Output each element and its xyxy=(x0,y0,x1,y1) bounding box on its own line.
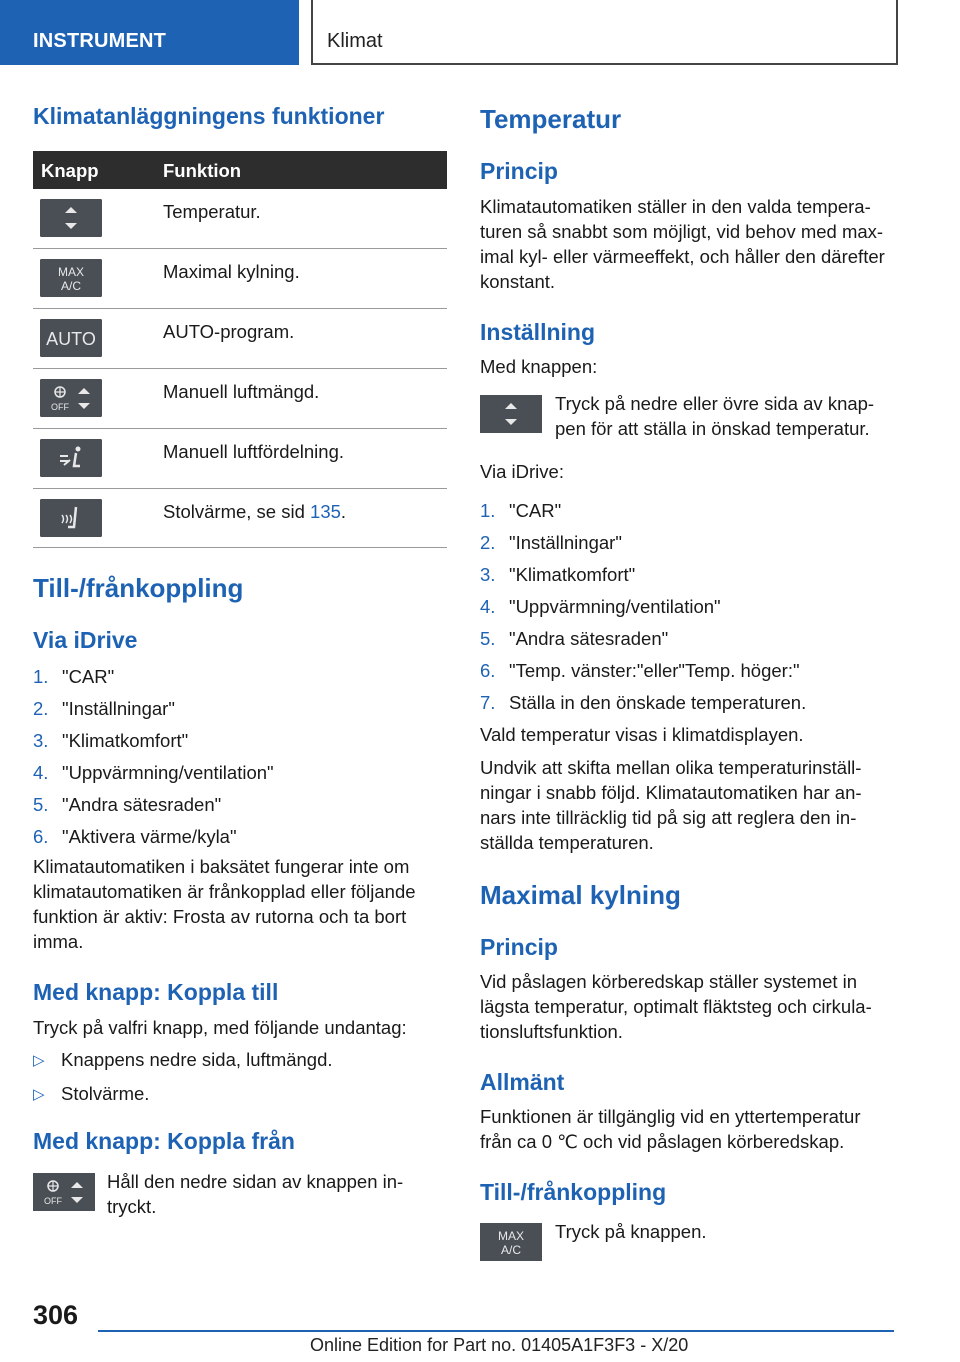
table-row xyxy=(33,489,447,548)
bullet-text: Stolvärme. xyxy=(61,1083,150,1104)
step-text: Ställa in den önskade temperaturen. xyxy=(509,692,807,713)
table-row xyxy=(33,309,447,369)
page-number: 306 xyxy=(33,1300,79,1330)
header-section-tab xyxy=(0,0,299,65)
princip-text: Klimatautomatiken ställer in den valda tempera- turen så snabbt som möjligt, vid behov med max- imal kyl- eller värmeeffekt, och håller den därefter konstant. xyxy=(480,196,885,292)
edition-text: Online Edition for Part no. 01405A1F3F3 - X/20 xyxy=(310,1335,689,1355)
bullet-text: Knappens nedre sida, luftmängd. xyxy=(61,1049,333,1070)
air-distribution-button-icon xyxy=(40,439,102,477)
princip2-title: Princip xyxy=(480,934,558,960)
list-item xyxy=(33,728,447,760)
header-chapter-box xyxy=(311,0,898,65)
general-title: Allmänt xyxy=(480,1069,565,1095)
list-item xyxy=(33,1081,447,1115)
princip2-text: Vid påslagen körberedskap ställer systemet in lägsta temperatur, optimalt fläktsteg och cirkula- tionsluftsfunktion. xyxy=(480,971,872,1042)
temperature-arrows-button-icon xyxy=(40,199,102,237)
list-item xyxy=(480,562,895,594)
step-text: "Inställningar" xyxy=(62,698,175,719)
step-text: "Klimatkomfort" xyxy=(62,730,189,751)
table-cell-function: Stolvärme, se sid 135. xyxy=(163,501,347,522)
list-item xyxy=(33,1047,447,1081)
max-ac-button-icon xyxy=(480,1223,542,1266)
step-number: 3. xyxy=(33,730,49,751)
fan-off-button-icon xyxy=(40,379,102,417)
step-number: 6. xyxy=(33,826,49,847)
with-button-text: Med knappen: xyxy=(480,356,598,377)
max-cooling-title: Maximal kylning xyxy=(480,880,681,910)
svg-text:OFF: OFF xyxy=(51,402,69,412)
step-text: "Uppvärmning/ventilation" xyxy=(509,596,721,617)
onoff2-title: Till-/frånkoppling xyxy=(480,1179,667,1205)
seat-heating-button-icon xyxy=(40,499,102,537)
functions-title: Klimatanläggningens funktioner xyxy=(33,103,385,129)
on-button-text: Tryck på valfri knapp, med följande undantag: xyxy=(33,1017,407,1038)
temperature-arrows-button-icon xyxy=(480,395,542,438)
princip-title: Princip xyxy=(480,158,558,184)
table-cell-function: AUTO-program. xyxy=(163,321,295,342)
via-idrive-title: Via iDrive xyxy=(33,627,138,653)
list-item xyxy=(480,498,895,530)
svg-text:OFF: OFF xyxy=(44,1196,62,1206)
step-number: 1. xyxy=(480,500,496,521)
temperature-title: Temperatur xyxy=(480,104,622,134)
step-number: 4. xyxy=(33,762,49,783)
page-link[interactable]: 135 xyxy=(310,501,341,522)
list-item xyxy=(480,658,895,690)
list-item xyxy=(480,626,895,658)
max-ac-button-icon xyxy=(40,259,102,297)
functions-table xyxy=(33,151,447,548)
table-header-function: Funktion xyxy=(163,160,242,181)
shown-text: Vald temperatur visas i klimatdisplayen. xyxy=(480,724,804,745)
list-item xyxy=(480,594,895,626)
exceptions-list xyxy=(33,1047,447,1115)
list-item xyxy=(33,792,447,824)
off-button-text: Håll den nedre sidan av knappen in- tryckt. xyxy=(107,1171,404,1217)
step-text: "CAR" xyxy=(509,500,562,521)
step-text: "Andra sätesraden" xyxy=(509,628,669,649)
on-button-title: Med knapp: Koppla till xyxy=(33,979,279,1005)
idrive-steps-list xyxy=(480,498,895,722)
press-button-text: Tryck på knappen. xyxy=(555,1221,707,1242)
step-number: 2. xyxy=(480,532,496,553)
step-number: 2. xyxy=(33,698,49,719)
step-text: "CAR" xyxy=(62,666,115,687)
table-header xyxy=(33,151,447,189)
step-number: 4. xyxy=(480,596,496,617)
table-row xyxy=(33,249,447,309)
list-item xyxy=(33,664,447,696)
table-cell-function: Manuell luftmängd. xyxy=(163,381,320,402)
svg-text:A/C: A/C xyxy=(500,1243,522,1257)
header-chapter-label: Klimat xyxy=(327,30,383,52)
idrive-steps-list xyxy=(33,664,447,856)
step-number: 5. xyxy=(33,794,49,815)
step-number: 5. xyxy=(480,628,496,649)
rear-note: Klimatautomatiken i baksätet fungerar inte om klimatautomatiken är frånkopplad eller följande funktion är aktiv: Frosta av rutorna och ta bort imma. xyxy=(33,856,416,952)
svg-text:AUTO: AUTO xyxy=(46,329,96,349)
step-number: 6. xyxy=(480,660,496,681)
table-cell-function: Temperatur. xyxy=(163,201,261,222)
table-cell-function: Manuell luftfördelning. xyxy=(163,441,344,462)
svg-text:A/C: A/C xyxy=(60,279,82,293)
step-text: "Inställningar" xyxy=(509,532,622,553)
svg-text:MAX: MAX xyxy=(497,1229,525,1243)
step-text: "Aktivera värme/kyla" xyxy=(62,826,237,847)
off-button-title: Med knapp: Koppla från xyxy=(33,1128,295,1154)
table-row xyxy=(33,429,447,489)
step-text: "Klimatkomfort" xyxy=(509,564,636,585)
fan-off-button-icon xyxy=(33,1173,95,1216)
press-text: Tryck på nedre eller övre sida av knap- pen för att ställa in önskad temperatur. xyxy=(555,393,875,439)
triangle-bullet-icon: ▷ xyxy=(33,1052,45,1069)
step-number: 1. xyxy=(33,666,49,687)
step-text: "Andra sätesraden" xyxy=(62,794,222,815)
list-item xyxy=(33,824,447,856)
list-item xyxy=(33,760,447,792)
via-idrive-text: Via iDrive: xyxy=(480,461,564,482)
step-number: 7. xyxy=(480,692,496,713)
auto-button-icon xyxy=(40,319,102,357)
setting-title: Inställning xyxy=(480,319,595,345)
list-item xyxy=(480,690,895,722)
step-text: "Uppvärmning/ventilation" xyxy=(62,762,274,783)
footer-divider xyxy=(98,1330,894,1332)
step-number: 3. xyxy=(480,564,496,585)
svg-text:MAX: MAX xyxy=(57,265,85,279)
table-row xyxy=(33,369,447,429)
list-item xyxy=(33,696,447,728)
header-section-label: INSTRUMENT xyxy=(33,30,167,52)
onoff-title: Till-/frånkoppling xyxy=(33,573,244,603)
general-text: Funktionen är tillgänglig vid en yttertemperatur från ca 0 ℃ och vid påslagen körberedskap. xyxy=(480,1106,861,1152)
step-text: "Temp. vänster:"eller"Temp. höger:" xyxy=(509,660,800,681)
list-item xyxy=(480,530,895,562)
avoid-text: Undvik att skifta mellan olika temperaturinställ- ningar i snabb följd. Klimatautomatiken har an- nars inte tillräcklig tid på sig att reglera den in- ställda temperaturen. xyxy=(480,757,862,853)
table-header-button: Knapp xyxy=(41,160,99,181)
table-row xyxy=(33,189,447,249)
triangle-bullet-icon: ▷ xyxy=(33,1086,45,1103)
table-cell-function: Maximal kylning. xyxy=(163,261,300,282)
